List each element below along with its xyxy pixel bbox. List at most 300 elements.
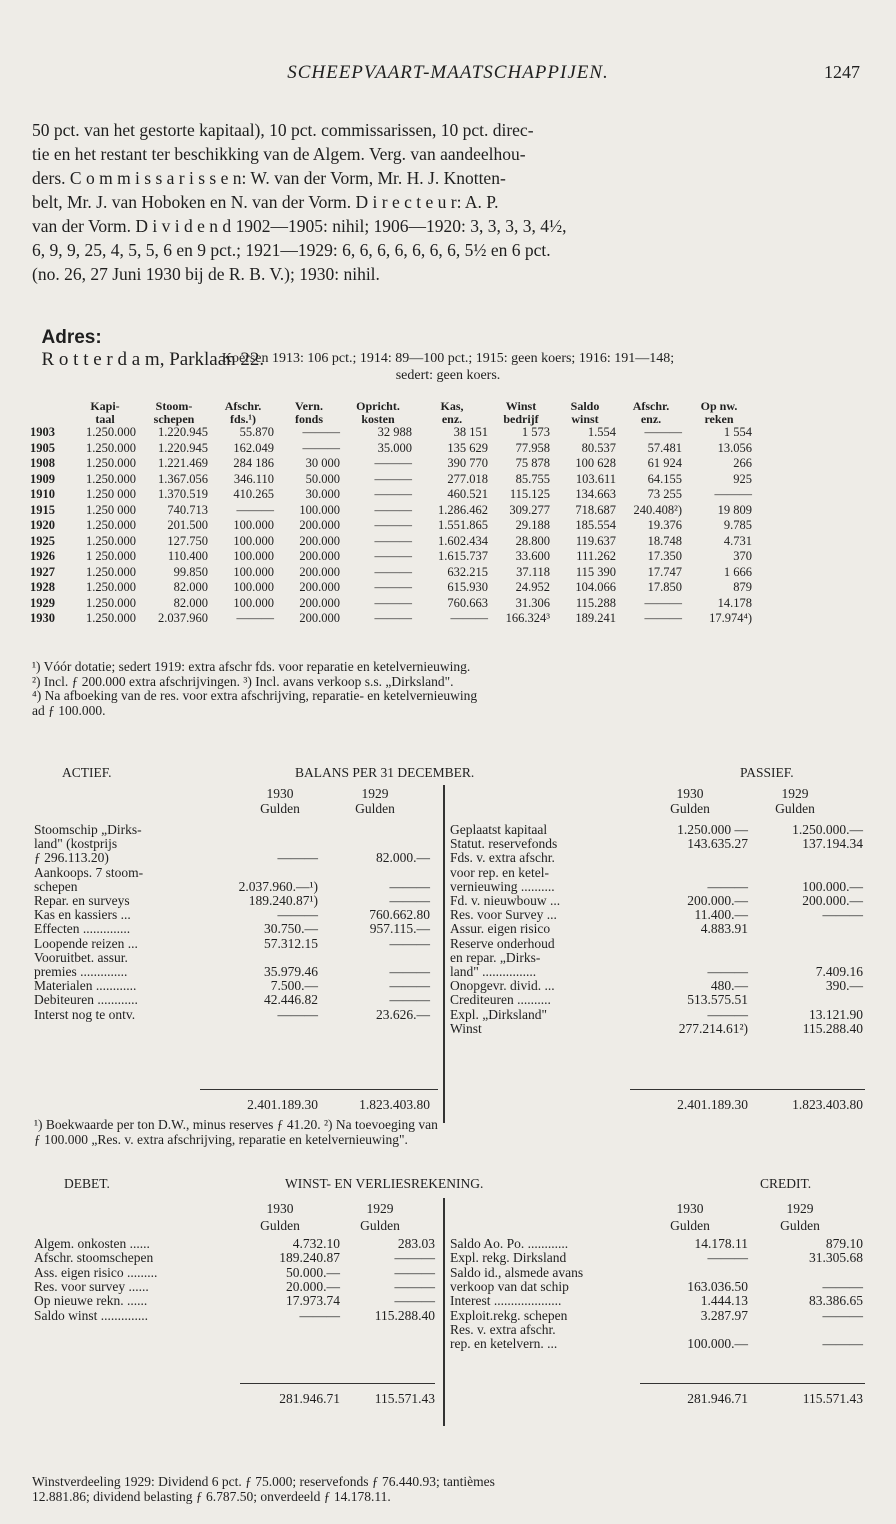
credit-title: CREDIT. — [760, 1176, 812, 1191]
table-row — [28, 441, 754, 457]
row-year: 1928 — [30, 580, 55, 594]
table-cell: 77.958 — [515, 440, 550, 455]
actief-value-1930: ——— — [277, 850, 318, 866]
table-cell: 80.537 — [581, 440, 616, 455]
passief-value-1930: 480.— — [710, 978, 748, 994]
passief-value-1930: 4.883.91 — [700, 921, 748, 937]
passief-item-label: vernieuwing .......... — [450, 878, 555, 894]
debet-item-label: Algem. onkosten ...... — [34, 1236, 150, 1251]
table-cell: 1.250 000 — [86, 502, 136, 517]
table-cell: 284 186 — [233, 456, 274, 470]
table-cell: 29.188 — [515, 518, 550, 532]
table-cell: 1.250 000 — [86, 487, 136, 501]
table-cell: 162.049 — [233, 440, 274, 455]
rule-line — [640, 1383, 865, 1384]
history-header-cell: Afschr. — [224, 399, 262, 413]
history-header-cell: Kas, — [440, 399, 464, 413]
table-cell: 718.687 — [575, 502, 616, 517]
actief-item-label: Aankoops. 7 stoom- — [34, 864, 144, 880]
table-cell: 201.500 — [167, 518, 208, 532]
history-header-cell: winst — [571, 411, 599, 426]
actief-item-label: land" (kostprijs — [34, 836, 118, 852]
table-cell: 100.000 — [233, 533, 274, 548]
table-cell: 61 924 — [647, 456, 682, 470]
pl-title: WINST- EN VERLIESREKENING. — [285, 1176, 484, 1191]
year-header: 1929 — [781, 786, 809, 801]
credit-value-1929: ——— — [822, 1336, 863, 1352]
passief-item-label: Reserve onderhoud — [450, 935, 555, 951]
row-year: 1903 — [30, 425, 55, 439]
table-cell: 24.952 — [515, 580, 550, 594]
actief-item-label: Materialen ............ — [34, 978, 137, 994]
unit-header: Gulden — [670, 1218, 710, 1233]
actief-value-1929: ——— — [389, 992, 430, 1008]
table-cell: ——— — [714, 487, 752, 501]
passief-value-1929: 390.— — [825, 978, 863, 994]
actief-value-1930: 57.312.15 — [264, 935, 318, 951]
intro-line: (no. 26, 27 Juni 1930 bij de R. B. V.); 1930: nihil. — [32, 264, 380, 284]
row-year: 1927 — [30, 564, 55, 579]
table-row — [28, 596, 754, 612]
debet-value-1929: ——— — [394, 1293, 435, 1309]
balance-title: BALANS PER 31 DECEMBER. — [295, 765, 475, 780]
koersen-line: Koersen 1913: 106 pct.; 1914: 89—100 pct.; 1915: geen koers; 1916: 191—148; — [221, 351, 675, 366]
table-cell: 370 — [733, 549, 752, 563]
row-year: 1930 — [30, 611, 55, 625]
debet-item-label: Afschr. stoomschepen — [34, 1250, 154, 1266]
passief-item-label: Statut. reservefonds — [450, 836, 558, 852]
passief-value-1929: 13.121.90 — [809, 1006, 863, 1022]
history-header-cell: kosten — [361, 411, 395, 426]
table-row — [28, 580, 754, 596]
debet-value-1930: 17.973.74 — [286, 1293, 340, 1309]
unit-header: Gulden — [780, 1218, 820, 1233]
koersen-paragraph — [0, 350, 896, 384]
history-footnotes — [32, 660, 477, 718]
table-cell: 64.155 — [647, 471, 682, 486]
actief-item-label: Debiteuren ............ — [34, 992, 138, 1008]
passief-item-label: en repar. „Dirks- — [450, 949, 541, 965]
table-cell: 100 628 — [575, 456, 616, 470]
history-header-row — [28, 413, 754, 426]
year-header: 1930 — [676, 1201, 704, 1216]
table-cell: 1.250.000 — [86, 440, 136, 455]
table-cell: 1.286.462 — [438, 502, 488, 517]
history-header-cell: Stoom- — [155, 399, 193, 413]
actief-value-1930: ——— — [277, 1006, 318, 1022]
table-cell: ——— — [374, 564, 412, 579]
intro-line: 50 pct. van het gestorte kapitaal), 10 pct. commissarissen, 10 pct. direc- — [32, 120, 534, 140]
table-cell: 266 — [733, 456, 752, 470]
row-year: 1929 — [30, 595, 55, 610]
year-header: 1930 — [676, 786, 704, 801]
history-header-cell: Op nw. — [700, 399, 738, 413]
table-cell: 1.220.945 — [158, 440, 208, 455]
footnote-line: ⁴) Na afboeking van de res. voor extra afschrijving, reparatie- en ketelvernieuwing — [32, 688, 478, 703]
table-row — [28, 534, 754, 550]
table-cell: 4.731 — [723, 533, 752, 548]
table-row — [28, 549, 754, 565]
balance-footnote: ¹) Boekwaarde per ton D.W., minus reserves ƒ 41.20. ²) Na toevoeging van — [34, 1117, 438, 1132]
table-cell: 200.000 — [299, 595, 340, 610]
actief-value-1930: 2.037.960.—¹) — [238, 878, 318, 894]
table-cell: 1.221.469 — [158, 456, 208, 470]
table-row — [28, 425, 754, 441]
running-header-title: SCHEEPVAART-MAATSCHAPPIJEN. — [287, 62, 609, 83]
actief-item-label: schepen — [34, 878, 78, 894]
passief-value-1930: 143.635.27 — [687, 836, 748, 852]
table-cell: 103.611 — [575, 471, 616, 486]
history-header-cell: reken — [704, 411, 734, 426]
table-cell: 38 151 — [453, 425, 488, 439]
passief-value-1929: ——— — [822, 907, 863, 923]
passief-value-1930: 1.250.000 — — [677, 822, 748, 837]
intro-line: 6, 9, 9, 25, 4, 5, 5, 6 en 9 pct.; 1921—1929: 6, 6, 6, 6, 6, 6, 6, 5½ en 6 pct. — [32, 240, 551, 260]
table-cell: 1 573 — [521, 425, 550, 439]
table-cell: 19.376 — [647, 518, 682, 532]
table-cell: 166.324³ — [505, 611, 550, 625]
table-cell: 200.000 — [299, 580, 340, 594]
year-header: 1930 — [266, 1201, 294, 1216]
table-cell: 119.637 — [575, 533, 616, 548]
rule-line — [200, 1089, 438, 1090]
history-header-row — [28, 400, 754, 413]
table-cell: 925 — [733, 471, 752, 486]
table-cell: ——— — [374, 580, 412, 594]
table-cell: 1 554 — [723, 425, 752, 439]
passief-item-label: Winst — [450, 1020, 482, 1036]
table-cell: 18.748 — [647, 533, 682, 548]
table-cell: ——— — [236, 502, 274, 517]
actief-value-1929: ——— — [389, 964, 430, 979]
actief-value-1930: 42.446.82 — [264, 992, 318, 1008]
table-row — [28, 456, 754, 472]
table-row — [28, 611, 754, 627]
table-cell: 1.250.000 — [86, 564, 136, 579]
debet-title: DEBET. — [64, 1176, 110, 1191]
table-cell: 50.000 — [305, 471, 340, 486]
row-year: 1925 — [30, 533, 55, 548]
total-passief-1929: 1.823.403.80 — [792, 1097, 863, 1112]
intro-line: ders. C o m m i s s a r i s s e n: W. van der Vorm, Mr. H. J. Knotten- — [32, 168, 506, 188]
credit-value-1929: 879.10 — [825, 1236, 863, 1251]
row-year: 1908 — [30, 456, 55, 470]
passief-item-label: Expl. „Dirksland" — [450, 1006, 547, 1022]
actief-item-label: ƒ 296.113.20) — [34, 850, 109, 866]
table-cell: 277.018 — [447, 471, 488, 486]
table-cell: 115.288 — [575, 595, 616, 610]
unit-header: Gulden — [260, 1218, 300, 1233]
history-header-cell: Winst — [505, 399, 537, 413]
table-cell: 879 — [733, 580, 752, 594]
debet-item-label: Op nieuwe rekn. ...... — [34, 1293, 148, 1309]
passief-value-1929: 100.000.— — [802, 878, 863, 894]
table-cell: 1.602.434 — [438, 533, 488, 548]
table-cell: 37.118 — [516, 564, 550, 579]
table-cell: 185.554 — [575, 518, 616, 532]
credit-value-1929: ——— — [822, 1307, 863, 1323]
unit-header: Gulden — [670, 801, 710, 816]
table-cell: ——— — [374, 518, 412, 532]
table-cell: 75 878 — [515, 456, 550, 470]
actief-value-1930: 35.979.46 — [264, 964, 318, 979]
table-cell: 17.747 — [647, 564, 682, 579]
table-cell: ——— — [374, 502, 412, 517]
table-cell: 111.262 — [576, 549, 616, 563]
footnote-line: ad ƒ 100.000. — [32, 702, 106, 718]
actief-item-label: premies .............. — [34, 964, 128, 979]
table-cell: 615.930 — [447, 580, 488, 594]
table-row — [28, 472, 754, 488]
debet-value-1930: 189.240.87 — [279, 1250, 340, 1266]
actief-value-1929: ——— — [389, 978, 430, 994]
debet-value-1929: 115.288.40 — [374, 1307, 435, 1323]
table-cell: 2.037.960 — [158, 611, 208, 625]
table-cell: 100.000 — [233, 518, 274, 532]
actief-value-1930: ——— — [277, 907, 318, 923]
table-cell: 189.241 — [575, 611, 616, 625]
table-cell: ——— — [374, 456, 412, 470]
table-cell: 1.250.000 — [86, 425, 136, 439]
passief-item-label: Onopgevr. divid. ... — [450, 978, 555, 994]
footnote-line: ²) Incl. ƒ 200.000 extra afschrijvingen. ³) Incl. avans verkoop s.s. „Dirksland". — [32, 673, 454, 689]
intro-line: tie en het restant ter beschikking van de Algem. Verg. van aandeelhou- — [32, 144, 526, 164]
row-year: 1910 — [30, 487, 55, 501]
table-cell: 110.400 — [167, 549, 208, 563]
table-row — [28, 518, 754, 534]
table-cell: 410.265 — [233, 487, 274, 501]
rule-line — [240, 1383, 435, 1384]
table-cell: 19 809 — [717, 502, 752, 517]
history-header-cell: schepen — [153, 411, 195, 426]
passief-item-label: Assur. eigen risico — [450, 921, 551, 937]
actief-value-1929: 957.115.— — [369, 921, 430, 937]
footnote-line: ¹) Vóór dotatie; sedert 1919: extra afschr fds. voor reparatie en ketelvernieuwing. — [32, 659, 471, 674]
actief-value-1930: 189.240.87¹) — [248, 893, 318, 908]
total-debet-1929: 115.571.43 — [374, 1391, 435, 1406]
passief-item-label: Fd. v. nieuwbouw ... — [450, 893, 561, 908]
table-cell: 1.250.000 — [86, 580, 136, 594]
table-cell: 1.554 — [587, 425, 616, 439]
credit-item-label: Res. v. extra afschr. — [450, 1321, 556, 1337]
table-cell: 100.000 — [233, 580, 274, 594]
row-year: 1905 — [30, 440, 55, 455]
address-value: R o t t e r d a m, Parklaan 22. — [41, 349, 265, 370]
table-cell: ——— — [644, 425, 682, 439]
history-header-cell — [28, 400, 72, 413]
table-cell: ——— — [374, 595, 412, 610]
passief-value-1929: 200.000.— — [802, 893, 863, 908]
passief-value-1929: 115.288.40 — [802, 1020, 863, 1036]
history-header-cell: fonds — [294, 411, 323, 426]
actief-value-1929: 23.626.— — [376, 1006, 430, 1022]
actief-value-1929: ——— — [389, 893, 430, 908]
year-header: 1929 — [361, 786, 389, 801]
credit-value-1930: 100.000.— — [687, 1336, 748, 1352]
distribution-line: 12.881.86; dividend belasting ƒ 6.787.50; onverdeeld ƒ 14.178.11. — [32, 1488, 391, 1504]
credit-value-1930: ——— — [707, 1250, 748, 1266]
table-row — [28, 487, 754, 503]
actief-title: ACTIEF. — [62, 765, 112, 780]
passief-item-label: voor rep. en ketel- — [450, 864, 549, 880]
credit-item-label: verkoop van dat schip — [450, 1278, 569, 1294]
history-header-cell: enz. — [441, 411, 463, 426]
table-cell: 17.850 — [647, 580, 682, 594]
page-number: 1247 — [824, 62, 860, 82]
passief-item-label: Crediteuren .......... — [450, 992, 551, 1008]
table-cell: 35.000 — [377, 440, 412, 455]
credit-value-1930: 3.287.97 — [700, 1307, 748, 1323]
actief-value-1929: ——— — [389, 878, 430, 894]
table-cell: ——— — [374, 533, 412, 548]
passief-value-1930: 11.400.— — [694, 907, 748, 923]
passief-value-1929: 7.409.16 — [815, 964, 863, 979]
history-table — [28, 400, 754, 627]
debet-item-label: Res. voor survey ...... — [34, 1278, 149, 1294]
table-cell: 390 770 — [447, 456, 488, 470]
year-header: 1930 — [266, 786, 294, 801]
table-cell: ——— — [302, 425, 340, 439]
passief-value-1930: 277.214.61²) — [678, 1020, 748, 1036]
credit-value-1930: 14.178.11 — [694, 1236, 748, 1251]
unit-header: Gulden — [355, 801, 395, 816]
table-cell: 1.220.945 — [158, 425, 208, 439]
total-actief-1929: 1.823.403.80 — [359, 1097, 430, 1112]
table-cell: 346.110 — [233, 471, 274, 486]
table-cell: 1.250.000 — [86, 518, 136, 532]
total-credit-1930: 281.946.71 — [687, 1391, 748, 1406]
table-cell: 200.000 — [299, 611, 340, 625]
table-cell: 1.250.000 — [86, 595, 136, 610]
table-cell: 1.551.865 — [438, 518, 488, 532]
table-cell: 1 250.000 — [86, 549, 136, 563]
debet-item-label: Ass. eigen risico ......... — [34, 1264, 158, 1280]
table-cell: 31.306 — [515, 595, 550, 610]
table-cell: 115.125 — [509, 487, 550, 501]
credit-value-1930: 163.036.50 — [687, 1278, 748, 1294]
debet-value-1929: 283.03 — [397, 1236, 435, 1251]
passief-title: PASSIEF. — [740, 765, 794, 780]
credit-value-1929: ——— — [822, 1278, 863, 1294]
table-cell: ——— — [236, 611, 274, 625]
credit-item-label: Expl. rekg. Dirksland — [450, 1250, 567, 1266]
credit-value-1929: 31.305.68 — [809, 1250, 863, 1266]
distribution-line: Winstverdeeling 1929: Dividend 6 pct. ƒ 75.000; reservefonds ƒ 76.440.93; tantièmes — [32, 1474, 495, 1489]
rule-line — [630, 1089, 865, 1090]
table-cell: 200.000 — [299, 564, 340, 579]
address-label: Adres: — [41, 327, 102, 348]
table-cell: 309.277 — [509, 502, 550, 517]
actief-value-1929: 760.662.80 — [369, 907, 430, 923]
total-passief-1930: 2.401.189.30 — [677, 1097, 748, 1112]
table-cell: 1 666 — [723, 564, 752, 579]
table-cell: 55.870 — [239, 425, 274, 439]
credit-item-label: Saldo id., alsmede avans — [450, 1264, 584, 1280]
passief-item-label: Res. voor Survey ... — [450, 907, 557, 923]
passief-item-label: land" ................ — [450, 964, 537, 979]
actief-item-label: Repar. en surveys — [34, 893, 130, 908]
history-header-cell: Afschr. — [632, 399, 670, 413]
table-cell: 100.000 — [233, 564, 274, 579]
year-header: 1929 — [786, 1201, 814, 1216]
credit-item-label: Saldo Ao. Po. ............ — [450, 1236, 569, 1251]
table-cell: 1.250.000 — [86, 611, 136, 625]
table-cell: 100.000 — [233, 595, 274, 610]
table-cell: ——— — [644, 595, 682, 610]
table-cell: 17.974⁴) — [709, 611, 752, 625]
history-header-cell: bedrijf — [503, 411, 539, 426]
table-cell: 200.000 — [299, 549, 340, 563]
unit-header: Gulden — [260, 801, 300, 816]
table-cell: 14.178 — [717, 595, 752, 610]
history-header-cell: Vern. — [295, 399, 323, 413]
passief-value-1929: 1.250.000.— — [792, 822, 863, 837]
unit-header: Gulden — [775, 801, 815, 816]
table-cell: 99.850 — [173, 564, 208, 579]
passief-value-1929: 137.194.34 — [802, 836, 863, 852]
company-intro-paragraph — [32, 118, 867, 286]
row-year: 1915 — [30, 502, 55, 517]
history-header-cell — [28, 413, 72, 426]
table-cell: 460.521 — [447, 487, 488, 501]
credit-value-1929: 83.386.65 — [809, 1293, 863, 1309]
debet-value-1929: ——— — [394, 1278, 435, 1294]
actief-item-label: Vooruitbet. assur. — [34, 949, 128, 965]
history-header-cell: Kapi- — [90, 399, 120, 413]
actief-item-label: Interst nog te ontv. — [34, 1006, 136, 1022]
passief-value-1930: ——— — [707, 964, 748, 979]
table-cell: 200.000 — [299, 518, 340, 532]
debet-value-1930: 4.732.10 — [292, 1236, 340, 1251]
table-cell: 134.663 — [575, 487, 616, 501]
table-cell: 73 255 — [647, 487, 682, 501]
table-cell: 9.785 — [723, 518, 752, 532]
credit-item-label: Interest .................... — [450, 1293, 562, 1309]
table-cell: 100.000 — [233, 549, 274, 563]
profit-distribution-paragraph — [32, 1475, 867, 1504]
koersen-line: sedert: geen koers. — [395, 368, 501, 383]
intro-line: van der Vorm. D i v i d e n d 1902—1905: nihil; 1906—1920: 3, 3, 3, 3, 4½, — [32, 216, 567, 236]
table-cell: ——— — [302, 440, 340, 455]
year-header: 1929 — [366, 1201, 394, 1216]
total-credit-1929: 115.571.43 — [802, 1391, 863, 1406]
actief-item-label: Effecten .............. — [34, 921, 131, 937]
total-actief-1930: 2.401.189.30 — [247, 1097, 318, 1112]
row-year: 1920 — [30, 518, 55, 532]
table-cell: 740.713 — [167, 502, 208, 517]
table-cell: 104.066 — [575, 580, 616, 594]
debet-value-1930: ——— — [299, 1307, 340, 1323]
history-header-cell: Opricht. — [356, 399, 400, 413]
passief-value-1930: ——— — [707, 1006, 748, 1022]
table-cell: 33.600 — [515, 549, 550, 563]
row-year: 1909 — [30, 471, 55, 486]
debet-item-label: Saldo winst .............. — [34, 1307, 149, 1323]
passief-value-1930: ——— — [707, 878, 748, 894]
table-cell: ——— — [644, 611, 682, 625]
row-year: 1926 — [30, 549, 55, 563]
passief-item-label: Geplaatst kapitaal — [450, 822, 548, 837]
table-cell: 82.000 — [173, 595, 208, 610]
history-header-cell: enz. — [640, 411, 662, 426]
history-header-cell: fds.¹) — [230, 411, 256, 426]
total-debet-1930: 281.946.71 — [279, 1391, 340, 1406]
credit-item-label: rep. en ketelvern. ... — [450, 1336, 558, 1352]
table-cell: ——— — [374, 471, 412, 486]
passief-value-1930: 513.575.51 — [687, 992, 748, 1008]
table-cell: ——— — [374, 611, 412, 625]
credit-item-label: Exploit.rekg. schepen — [450, 1307, 568, 1323]
